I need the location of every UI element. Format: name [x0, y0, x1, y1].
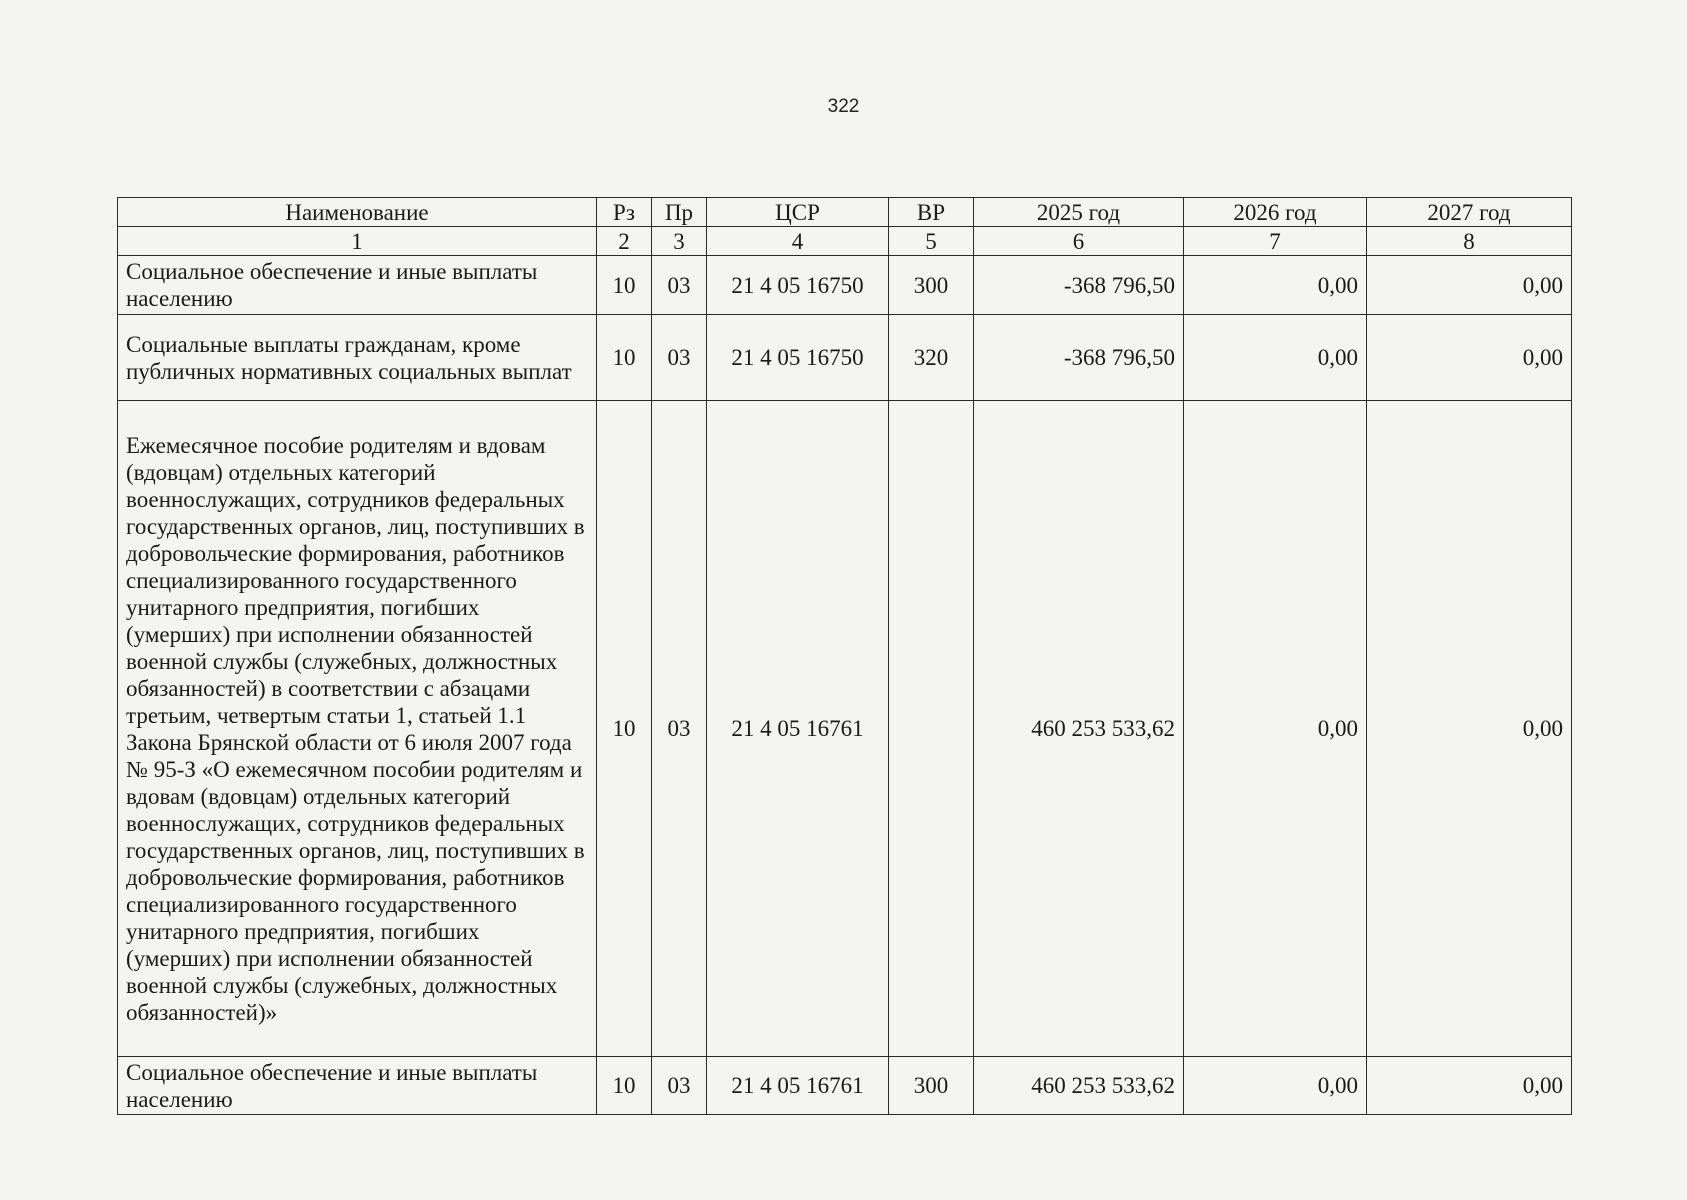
- table-row: [118, 256, 1572, 315]
- row-name: Социальное обеспечение и иные выплаты населению: [118, 256, 597, 315]
- row-2025: -368 796,50: [974, 315, 1184, 401]
- row-2025: 460 253 533,62: [974, 1057, 1184, 1115]
- column-number: 5: [889, 227, 974, 256]
- row-csr: 21 4 05 16750: [707, 315, 889, 401]
- row-rz: 10: [597, 315, 652, 401]
- row-csr: 21 4 05 16761: [707, 1057, 889, 1115]
- row-csr: 21 4 05 16761: [707, 401, 889, 1057]
- table-row: [118, 315, 1572, 401]
- row-rz: 10: [597, 401, 652, 1057]
- row-2027: 0,00: [1367, 315, 1572, 401]
- row-rz: 10: [597, 256, 652, 315]
- column-number: 2: [597, 227, 652, 256]
- row-2026: 0,00: [1184, 256, 1367, 315]
- header-name: Наименование: [118, 198, 597, 227]
- table-row: [118, 1057, 1572, 1115]
- row-2027: 0,00: [1367, 401, 1572, 1057]
- row-2026: 0,00: [1184, 401, 1367, 1057]
- page-number: 322: [827, 96, 860, 117]
- row-2026: 0,00: [1184, 1057, 1367, 1115]
- row-pr: 03: [652, 256, 707, 315]
- header-rz: Рз: [597, 198, 652, 227]
- budget-table: [117, 197, 1572, 1115]
- row-pr: 03: [652, 1057, 707, 1115]
- row-vr: 300: [889, 256, 974, 315]
- row-name: Социальное обеспечение и иные выплаты населению: [118, 1057, 597, 1115]
- row-2027: 0,00: [1367, 1057, 1572, 1115]
- row-name: Ежемесячное пособие родителям и вдовам (вдовцам) отдельных категорий военнослужащих, сотрудников федеральных государственных органов, лиц, поступивших в добровольческие формирования, работников специализированного государственного унитарного предприятия, погибших (умерших) при исполнении обязанностей военной службы (служебных, должностных обязанностей) в соответствии с абзацами третьим, четвертым статьи 1, статьей 1.1 Закона Брянской области от 6 июля 2007 года № 95-З «О ежемесячном пособии родителям и вдовам (вдовцам) отдельных категорий военнослужащих, сотрудников федеральных государственных органов, лиц, поступивших в добровольческие формирования, работников специализированного государственного унитарного предприятия, погибших (умерших) при исполнении обязанностей военной службы (служебных, должностных обязанностей)»: [118, 401, 597, 1057]
- row-2025: 460 253 533,62: [974, 401, 1184, 1057]
- row-vr: 320: [889, 315, 974, 401]
- column-number: 8: [1367, 227, 1572, 256]
- row-2026: 0,00: [1184, 315, 1367, 401]
- header-row: [118, 198, 1572, 227]
- header-pr: Пр: [652, 198, 707, 227]
- header-vr: ВР: [889, 198, 974, 227]
- column-number: 7: [1184, 227, 1367, 256]
- row-vr: [889, 401, 974, 1057]
- column-number-row: [118, 227, 1572, 256]
- row-2027: 0,00: [1367, 256, 1572, 315]
- column-number: 1: [118, 227, 597, 256]
- column-number: 6: [974, 227, 1184, 256]
- row-csr: 21 4 05 16750: [707, 256, 889, 315]
- row-name: Социальные выплаты гражданам, кроме публичных нормативных социальных выплат: [118, 315, 597, 401]
- row-pr: 03: [652, 401, 707, 1057]
- header-csr: ЦСР: [707, 198, 889, 227]
- row-rz: 10: [597, 1057, 652, 1115]
- row-vr: 300: [889, 1057, 974, 1115]
- header-2026: 2026 год: [1184, 198, 1367, 227]
- header-2027: 2027 год: [1367, 198, 1572, 227]
- row-2025: -368 796,50: [974, 256, 1184, 315]
- column-number: 4: [707, 227, 889, 256]
- column-number: 3: [652, 227, 707, 256]
- row-pr: 03: [652, 315, 707, 401]
- header-2025: 2025 год: [974, 198, 1184, 227]
- table-row: [118, 401, 1572, 1057]
